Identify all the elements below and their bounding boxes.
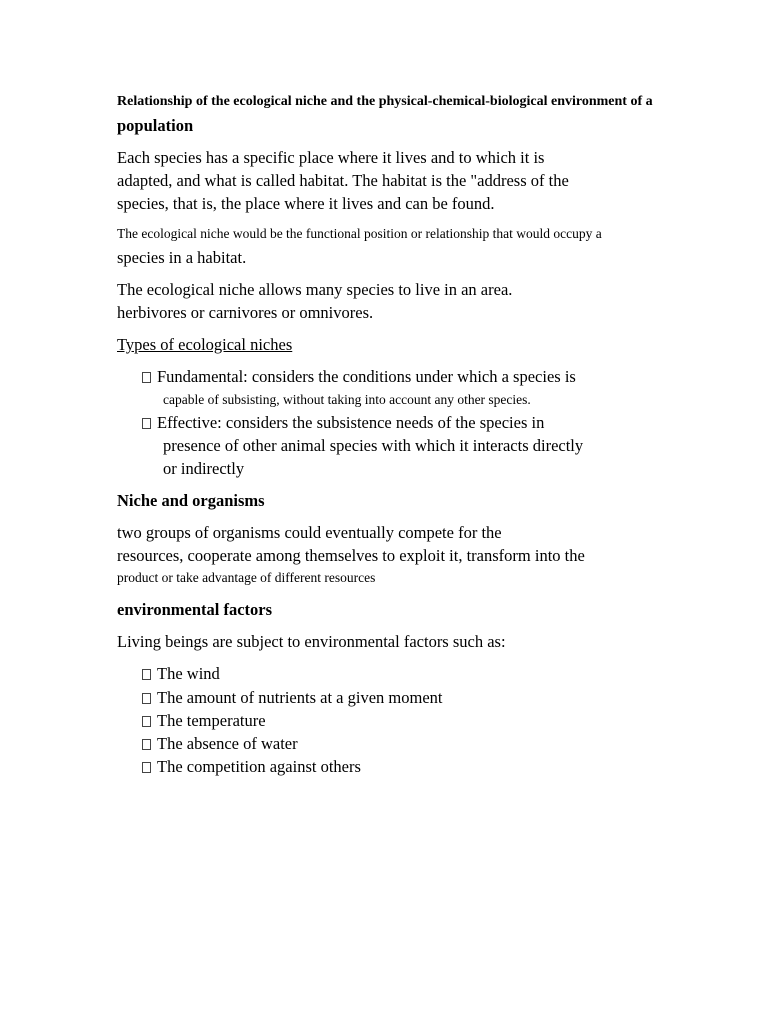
list-item-factor-text: The wind (157, 664, 220, 683)
heading-types-of-niches: Types of ecological niches (117, 335, 293, 354)
paragraph-niche-definition-line1: The ecological niche would be the functional position or relationship that would occupy a (117, 226, 602, 241)
paragraph-niche-definition-line2: species in a habitat. (117, 248, 247, 267)
paragraph-environmental-intro: Living beings are subject to environmental factors such as: (117, 632, 506, 651)
list-item-factor-text: The temperature (157, 711, 266, 730)
paragraph-habitat-line2: adapted, and what is called habitat. The habitat is the "address of the (117, 171, 569, 190)
paragraph-habitat-line1: Each species has a specific place where it lives and to which it is (117, 148, 545, 167)
list-item-fundamental-continuation: capable of subsisting, without taking into account any other species. (163, 392, 531, 407)
bullet-icon (142, 693, 151, 704)
list-item-effective-continuation2: or indirectly (163, 459, 245, 478)
list-item-factor-text: The absence of water (157, 734, 298, 753)
list-item-effective (142, 415, 544, 432)
bullet-icon (142, 418, 151, 429)
list-item-factor (142, 759, 361, 776)
paragraph-niche-species-line2: herbivores or carnivores or omnivores. (117, 303, 374, 322)
list-item-effective-text: Effective: considers the subsistence needs of the species in (157, 413, 545, 432)
bullet-icon (142, 716, 151, 727)
list-item-factor (142, 666, 220, 683)
list-item-factor (142, 713, 266, 730)
heading-environmental-factors: environmental factors (117, 600, 273, 619)
list-item-fundamental (142, 369, 576, 386)
bullet-icon (142, 762, 151, 773)
bullet-icon (142, 739, 151, 750)
heading-niche-and-organisms: Niche and organisms (117, 491, 265, 510)
document-title-line1: Relationship of the ecological niche and the physical-chemical-biological environment of a (117, 94, 653, 109)
paragraph-organisms-line2: resources, cooperate among themselves to exploit it, transform into the (117, 546, 585, 565)
paragraph-organisms-line3: product or take advantage of different resources (117, 570, 376, 585)
list-item-factor-text: The amount of nutrients at a given moment (157, 688, 443, 707)
list-item-factor-text: The competition against others (157, 757, 361, 776)
bullet-icon (142, 372, 151, 383)
paragraph-habitat-line3: species, that is, the place where it lives and can be found. (117, 194, 495, 213)
list-item-factor (142, 690, 442, 707)
list-item-effective-continuation1: presence of other animal species with which it interacts directly (163, 436, 584, 455)
paragraph-niche-species-line1: The ecological niche allows many species to live in an area. (117, 280, 513, 299)
list-item-factor (142, 736, 298, 753)
paragraph-organisms-line1: two groups of organisms could eventually compete for the (117, 523, 502, 542)
bullet-icon (142, 669, 151, 680)
document-title-line2: population (117, 116, 194, 135)
list-item-fundamental-text: Fundamental: considers the conditions under which a species is (157, 367, 576, 386)
